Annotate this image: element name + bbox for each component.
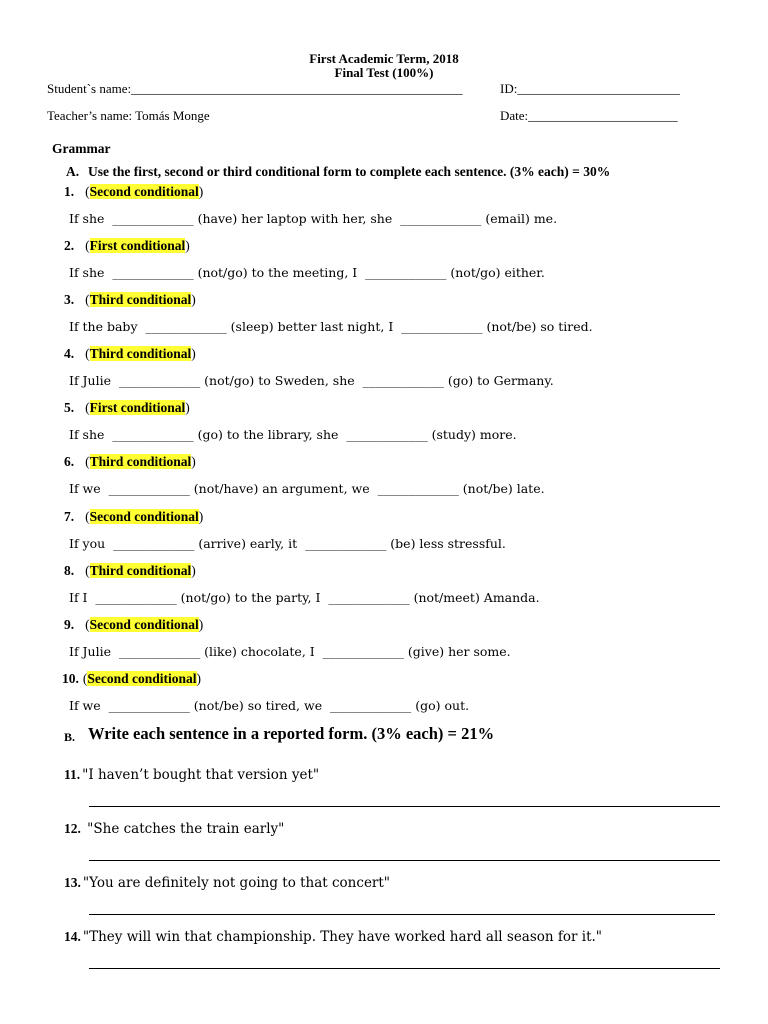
conditional-type-highlight: Second conditional <box>87 671 197 686</box>
quoted-sentence: "They will win that championship. They have worked hard all season for it." <box>82 929 603 945</box>
question-1-sentence[interactable]: If she _____________ (have) her laptop with her, she _____________ (email) me. <box>69 211 558 226</box>
question-number: 6. <box>64 454 75 469</box>
question-number: 9. <box>64 617 75 632</box>
open-paren: ( <box>85 292 90 307</box>
open-paren: ( <box>85 184 90 199</box>
question-number: 12. <box>64 821 81 836</box>
question-2-sentence[interactable]: If she _____________ (not/go) to the meeting, I _____________ (not/go) either. <box>69 265 545 280</box>
question-number: 7. <box>64 509 75 524</box>
close-paren: ) <box>191 346 196 361</box>
conditional-type-highlight: Third conditional <box>89 563 192 578</box>
conditional-type-highlight: Second conditional <box>89 184 199 199</box>
question-number: 4. <box>64 346 75 361</box>
open-paren: ( <box>85 346 90 361</box>
question-14 <box>64 928 602 946</box>
test-subtitle: Final Test (100%) <box>334 65 434 80</box>
question-10-sentence[interactable]: If we _____________ (not/be) so tired, we _____________ (go) out. <box>69 698 470 713</box>
conditional-type-highlight: Second conditional <box>89 509 199 524</box>
question-number: 13. <box>64 875 81 890</box>
question-10-heading <box>62 671 201 687</box>
answer-line[interactable] <box>89 806 720 807</box>
conditional-type-highlight: First conditional <box>89 400 186 415</box>
close-paren: ) <box>196 671 202 686</box>
close-paren: ) <box>198 509 204 524</box>
question-9-sentence[interactable]: If Julie _____________ (like) chocolate, I _____________ (give) her some. <box>69 644 511 659</box>
question-number: 11. <box>64 767 81 782</box>
question-6-heading <box>64 454 196 470</box>
answer-line[interactable] <box>89 914 715 915</box>
section-b-letter: B. <box>64 730 76 744</box>
close-paren: ) <box>185 238 190 253</box>
question-number: 2. <box>64 238 75 253</box>
question-9-heading <box>64 617 203 633</box>
question-number: 14. <box>64 929 81 944</box>
quoted-sentence: "I haven’t bought that version yet" <box>82 767 320 783</box>
question-7-heading <box>64 509 203 525</box>
question-11 <box>64 766 319 784</box>
question-13 <box>64 874 390 892</box>
question-5-heading <box>64 400 190 416</box>
close-paren: ) <box>191 292 196 307</box>
conditional-type-highlight: Second conditional <box>89 617 199 632</box>
quoted-sentence: "You are definitely not going to that concert" <box>82 875 391 891</box>
question-1-heading <box>64 184 203 200</box>
question-number: 1. <box>64 184 75 199</box>
open-paren: ( <box>85 454 90 469</box>
section-a-instruction: Use the first, second or third conditional form to complete each sentence. (3% each) = 30% <box>88 164 611 179</box>
section-a-letter: A. <box>66 164 80 179</box>
open-paren: ( <box>85 400 90 415</box>
section-b-instruction: Write each sentence in a reported form. (3% each) = 21% <box>88 724 495 743</box>
open-paren: ( <box>85 238 90 253</box>
close-paren: ) <box>198 617 204 632</box>
question-4-sentence[interactable]: If Julie _____________ (not/go) to Sweden, she _____________ (go) to Germany. <box>69 373 554 388</box>
question-number: 3. <box>64 292 75 307</box>
conditional-type-highlight: Third conditional <box>89 292 192 307</box>
open-paren: ( <box>85 617 90 632</box>
student-name-field: Student`s name:___________________________________________________ <box>47 81 463 96</box>
open-paren: ( <box>85 563 90 578</box>
open-paren: ( <box>82 671 88 686</box>
close-paren: ) <box>185 400 190 415</box>
quoted-sentence: "She catches the train early" <box>82 821 285 837</box>
id-field: ID:_________________________ <box>500 81 680 96</box>
question-6-sentence[interactable]: If we _____________ (not/have) an argument, we _____________ (not/be) late. <box>69 481 545 496</box>
question-number: 10. <box>62 671 79 686</box>
question-2-heading <box>64 238 190 254</box>
question-12 <box>64 820 284 838</box>
question-8-sentence[interactable]: If I _____________ (not/go) to the party, I _____________ (not/meet) Amanda. <box>69 590 540 605</box>
question-8-heading <box>64 563 196 579</box>
conditional-type-highlight: First conditional <box>89 238 186 253</box>
close-paren: ) <box>191 563 196 578</box>
close-paren: ) <box>198 184 204 199</box>
question-4-heading <box>64 346 196 362</box>
question-7-sentence[interactable]: If you _____________ (arrive) early, it _____________ (be) less stressful. <box>69 536 506 551</box>
answer-line[interactable] <box>89 860 720 861</box>
open-paren: ( <box>85 509 90 524</box>
date-field: Date:_______________________ <box>500 108 678 123</box>
question-number: 8. <box>64 563 75 578</box>
answer-line[interactable] <box>89 968 720 969</box>
question-3-heading <box>64 292 196 308</box>
teacher-name: Teacher’s name: Tomás Monge <box>47 108 210 123</box>
question-5-sentence[interactable]: If she _____________ (go) to the library, she _____________ (study) more. <box>69 427 517 442</box>
grammar-heading: Grammar <box>52 141 111 156</box>
conditional-type-highlight: Third conditional <box>89 454 192 469</box>
question-number: 5. <box>64 400 75 415</box>
test-title: First Academic Term, 2018 <box>309 51 459 66</box>
close-paren: ) <box>191 454 196 469</box>
conditional-type-highlight: Third conditional <box>89 346 192 361</box>
question-3-sentence[interactable]: If the baby _____________ (sleep) better last night, I _____________ (not/be) so tired. <box>69 319 593 334</box>
